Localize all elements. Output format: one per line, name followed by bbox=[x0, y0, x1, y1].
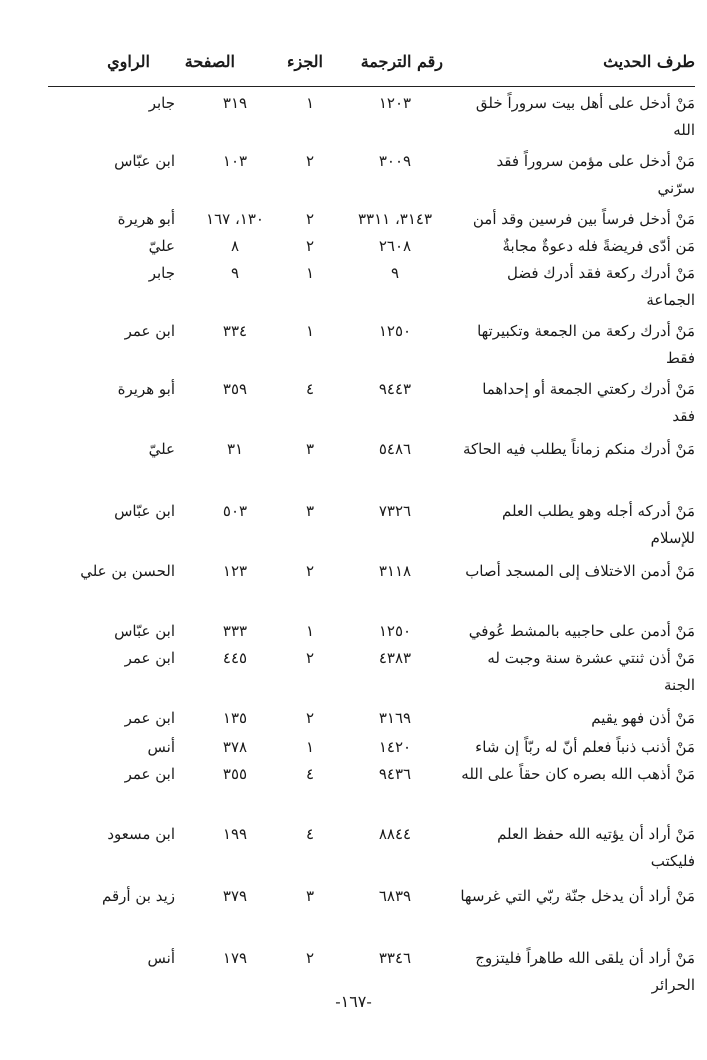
juz-number: ٢ bbox=[305, 562, 315, 580]
tarjama-number: ٣١٦٩ bbox=[378, 709, 412, 727]
hadith-text: مَنْ أدرك ركعتي الجمعة أو إحداهما فقد bbox=[482, 380, 695, 425]
hadith-text: مَنْ أذن ثنتي عشرة سنة وجبت له الجنة bbox=[487, 649, 695, 694]
rawi-name: ابن مسعود bbox=[107, 825, 175, 843]
hadith-text: مَنْ أدرك منكم زماناً يطلب فيه الحاكة bbox=[462, 440, 695, 458]
page-number-cell: ١٩٩ bbox=[222, 825, 248, 843]
page-number-cell: ٣٧٩ bbox=[222, 887, 248, 905]
table-row bbox=[48, 945, 695, 999]
rawi-name: عليّ bbox=[148, 440, 175, 458]
table-row bbox=[48, 705, 695, 732]
hadith-text: مَنْ أدمن على حاجبيه بالمشط عُوفي bbox=[468, 622, 695, 640]
hadith-text: مَنْ أدرك ركعة من الجمعة وتكبيرتها فقط bbox=[477, 322, 695, 367]
page-number-cell: ١٢٣ bbox=[222, 562, 248, 580]
table-row bbox=[48, 260, 695, 314]
table-body bbox=[48, 90, 695, 999]
page-number-cell: ٥٠٣ bbox=[222, 502, 248, 520]
table-row bbox=[48, 376, 695, 430]
page-number-cell: ٣٧٨ bbox=[222, 738, 248, 756]
juz-number: ١ bbox=[305, 94, 315, 112]
rawi-name: ابن عمر bbox=[124, 765, 175, 783]
rawi-name: الحسن بن علي bbox=[80, 562, 175, 580]
tarjama-number: ٤٣٨٣ bbox=[378, 649, 412, 667]
hadith-text: مَنْ أدخل فرساً بين فرسين وقد أمن bbox=[472, 210, 695, 228]
hadith-text: مَنْ أذهب الله بصره كان حقاً على الله bbox=[461, 765, 695, 783]
header-rule bbox=[48, 86, 695, 87]
table-row bbox=[48, 90, 695, 144]
page-number-cell: ٨ bbox=[230, 237, 240, 255]
table-row bbox=[48, 148, 695, 202]
tarjama-number: ٣٠٠٩ bbox=[378, 152, 412, 170]
rawi-name: ابن عبّاس bbox=[114, 622, 175, 640]
page-number-cell: ٤٤٥ bbox=[222, 649, 248, 667]
table-row bbox=[48, 645, 695, 699]
juz-number: ٤ bbox=[305, 765, 315, 783]
header-tarjama: رقم الترجمة bbox=[360, 52, 443, 71]
juz-number: ٢ bbox=[305, 152, 315, 170]
hadith-text: مَنْ أراد أن يلقى الله طاهراً فليتزوج الحرائر bbox=[475, 949, 695, 994]
tarjama-number: ٥٤٨٦ bbox=[378, 440, 412, 458]
juz-number: ٤ bbox=[305, 380, 315, 398]
page-number-cell: ٣٣٤ bbox=[222, 322, 248, 340]
table-row bbox=[48, 761, 695, 815]
rawi-name: عليّ bbox=[148, 237, 175, 255]
tarjama-number: ٢٦٠٨ bbox=[378, 237, 412, 255]
page-number-cell: ١٠٣ bbox=[222, 152, 248, 170]
rawi-name: جابر bbox=[148, 94, 175, 112]
juz-number: ٢ bbox=[305, 649, 315, 667]
rawi-name: زيد بن أرقم bbox=[102, 887, 175, 905]
tarjama-number: ٧٣٢٦ bbox=[378, 502, 412, 520]
page-number-cell: ٣١ bbox=[226, 440, 244, 458]
rawi-name: أبو هريرة bbox=[117, 210, 175, 228]
rawi-name: ابن عمر bbox=[124, 322, 175, 340]
hadith-text: مَنْ أراد أن يدخل جنّة ربّي التي غرسها bbox=[460, 887, 695, 905]
hadith-text: مَنْ أدركه أجله وهو يطلب العلم للإسلام bbox=[501, 502, 695, 547]
rawi-name: ابن عبّاس bbox=[114, 502, 175, 520]
rawi-name: ابن عمر bbox=[124, 649, 175, 667]
page-number-cell: ١٣٠، ١٦٧ bbox=[206, 210, 264, 228]
rawi-name: جابر bbox=[148, 264, 175, 282]
tarjama-number: ٩٤٣٦ bbox=[378, 765, 412, 783]
tarjama-number: ٩ bbox=[390, 264, 400, 282]
juz-number: ٢ bbox=[305, 237, 315, 255]
table-row bbox=[48, 883, 695, 937]
hadith-text: مَن أدّى فريضةً فله دعوةٌ مجابةٌ bbox=[502, 237, 695, 255]
juz-number: ١ bbox=[305, 322, 315, 340]
rawi-name: أبو هريرة bbox=[117, 380, 175, 398]
table-row bbox=[48, 558, 695, 612]
juz-number: ٢ bbox=[305, 949, 315, 967]
table-header bbox=[48, 44, 695, 82]
hadith-text: مَنْ أذنب ذنباً فعلم أنّ له ربّاً إن شاء bbox=[475, 738, 695, 756]
header-rawi: الراوي bbox=[107, 52, 150, 71]
tarjama-number: ٩٤٤٣ bbox=[378, 380, 412, 398]
page-number-cell: ١٣٥ bbox=[222, 709, 248, 727]
tarjama-number: ١٢٥٠ bbox=[378, 622, 412, 640]
juz-number: ٣ bbox=[305, 887, 315, 905]
juz-number: ٢ bbox=[305, 210, 315, 228]
hadith-text: مَنْ أدرك ركعة فقد أدرك فضل الجماعة bbox=[506, 264, 695, 309]
tarjama-number: ٦٨٣٩ bbox=[378, 887, 412, 905]
tarjama-number: ٣١١٨ bbox=[378, 562, 412, 580]
hadith-text: مَنْ أدخل على أهل بيت سروراً خلق الله bbox=[475, 94, 695, 139]
rawi-name: أنس bbox=[147, 949, 175, 967]
page-number-cell: ٣٣٣ bbox=[222, 622, 248, 640]
page-number-cell: ٩ bbox=[230, 264, 240, 282]
juz-number: ٣ bbox=[305, 502, 315, 520]
page-number-cell: ١٧٩ bbox=[222, 949, 248, 967]
juz-number: ١ bbox=[305, 622, 315, 640]
juz-number: ١ bbox=[305, 264, 315, 282]
table-row bbox=[48, 206, 695, 233]
tarjama-number: ١٢٥٠ bbox=[378, 322, 412, 340]
page-number: -١٦٧- bbox=[335, 992, 372, 1011]
table-row bbox=[48, 318, 695, 372]
table-row bbox=[48, 618, 695, 645]
tarjama-number: ٣١٤٣، ٣٣١١ bbox=[357, 210, 433, 228]
rawi-name: ابن عبّاس bbox=[114, 152, 175, 170]
table-row bbox=[48, 734, 695, 761]
hadith-text: مَنْ أراد أن يؤتيه الله حفظ العلم فليكتب bbox=[497, 825, 695, 870]
juz-number: ٣ bbox=[305, 440, 315, 458]
table-row bbox=[48, 233, 695, 260]
juz-number: ٤ bbox=[305, 825, 315, 843]
juz-number: ٢ bbox=[305, 709, 315, 727]
header-juz: الجزء bbox=[287, 52, 323, 71]
hadith-text: مَنْ أدخل على مؤمن سروراً فقد سرّني bbox=[496, 152, 695, 197]
tarjama-number: ٣٣٤٦ bbox=[378, 949, 412, 967]
header-hadith: طرف الحديث bbox=[603, 52, 695, 71]
tarjama-number: ٨٨٤٤ bbox=[378, 825, 412, 843]
table-row bbox=[48, 498, 695, 552]
tarjama-number: ١٤٢٠ bbox=[378, 738, 412, 756]
page-number-cell: ٣٥٥ bbox=[222, 765, 248, 783]
rawi-name: أنس bbox=[147, 738, 175, 756]
hadith-text: مَنْ أذن فهو يقيم bbox=[591, 709, 695, 727]
page-number-cell: ٣٥٩ bbox=[222, 380, 248, 398]
hadith-text: مَنْ أدمن الاختلاف إلى المسجد أصاب bbox=[465, 562, 695, 580]
page-number-cell: ٣١٩ bbox=[222, 94, 248, 112]
tarjama-number: ١٢٠٣ bbox=[378, 94, 412, 112]
header-page: الصفحة bbox=[184, 52, 235, 71]
juz-number: ١ bbox=[305, 738, 315, 756]
table-row bbox=[48, 821, 695, 875]
table-row bbox=[48, 436, 695, 490]
rawi-name: ابن عمر bbox=[124, 709, 175, 727]
